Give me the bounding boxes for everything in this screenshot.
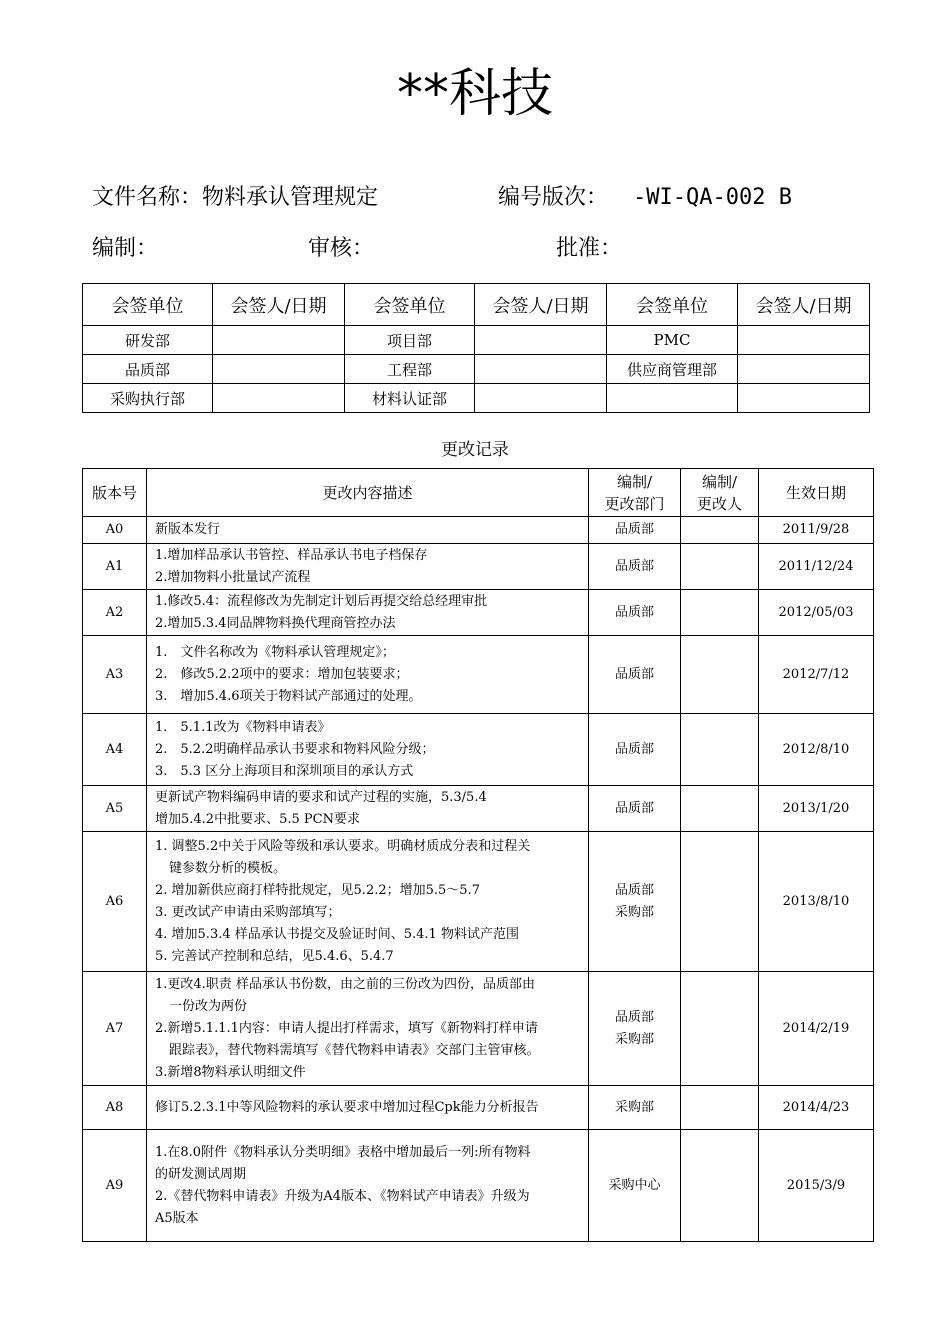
table-row [83, 1086, 874, 1130]
dept-cell: 品质部 [589, 544, 681, 590]
doc-name-label: 文件名称： [92, 185, 203, 210]
desc-cell: 1. 调整5.2中关于风险等级和承认要求。明确材质成分表和过程关 键参数分析的模板。 2. 增加新供应商打样特批规定，见5.2.2；增加5.5～5.7 3. 更改试产申请由采购部填写； 4. 增加5.3.4 样品承认书提交及验证时间、5.4.1 物料试产范围 5. 完善试产控制和总结，见5.4.6、5.4.7 [147, 832, 589, 972]
desc-cell: 更新试产物料编码申请的要求和试产过程的实施，5.3/5.4 增加5.4.2中批要求、5.5 PCN要求 [147, 786, 589, 832]
version-cell: A6 [83, 832, 147, 972]
version-header: 版本号 [83, 469, 147, 517]
person-header: 编制/ 更改人 [681, 469, 759, 517]
person-cell [681, 972, 759, 1086]
desc-cell: 1.修改5.4：流程修改为先制定计划后再提交给总经理审批 2.增加5.3.4同品牌物料换代理商管控办法 [147, 590, 589, 636]
version-cell: A5 [83, 786, 147, 832]
sign-unit-cell: 供应商管理部 [607, 355, 738, 384]
sign-person-cell [475, 326, 607, 355]
sign-person-cell [475, 355, 607, 384]
table-row [83, 636, 874, 714]
sign-unit-cell: 项目部 [345, 326, 475, 355]
sign-table-row [83, 355, 870, 384]
desc-cell: 修订5.2.3.1中等风险物料的承认要求中增加过程Cpk能力分析报告 [147, 1086, 589, 1130]
person-cell [681, 1086, 759, 1130]
sign-header-cell: 会签单位 [83, 284, 213, 326]
version-cell: A2 [83, 590, 147, 636]
version-cell: A1 [83, 544, 147, 590]
sign-header-cell: 会签单位 [345, 284, 475, 326]
reviewed-label: 审核： [308, 236, 375, 261]
date-cell: 2012/7/12 [759, 636, 874, 714]
sign-unit-cell: 采购执行部 [83, 384, 213, 413]
table-row [83, 517, 874, 544]
desc-cell: 1. 5.1.1改为《物料申请表》 2. 5.2.2明确样品承认书要求和物料风险分级； 3. 5.3 区分上海项目和深圳项目的承认方式 [147, 714, 589, 786]
dept-cell: 品质部 [589, 590, 681, 636]
desc-header: 更改内容描述 [147, 469, 589, 517]
dept-header: 编制/ 更改部门 [589, 469, 681, 517]
version-cell: A9 [83, 1130, 147, 1242]
version-cell: A8 [83, 1086, 147, 1130]
prepared-label: 编制： [92, 236, 159, 261]
sign-table-row [83, 384, 870, 413]
change-record-title: 更改记录 [441, 440, 509, 460]
approved-label: 批准： [556, 236, 623, 261]
change-record-table [82, 468, 874, 1242]
person-cell [681, 714, 759, 786]
sign-header-cell: 会签单位 [607, 284, 738, 326]
sign-header-cell: 会签人/日期 [738, 284, 870, 326]
table-row [83, 832, 874, 972]
date-header: 生效日期 [759, 469, 874, 517]
dept-cell: 品质部 [589, 786, 681, 832]
version-cell: A3 [83, 636, 147, 714]
desc-cell: 1.增加样品承认书管控、样品承认书电子档保存 2.增加物料小批量试产流程 [147, 544, 589, 590]
desc-cell: 1.在8.0附件《物料承认分类明细》表格中增加最后一列:所有物料 的研发测试周期 2.《替代物料申请表》升级为A4版本、《物料试产申请表》升级为 A5版本 [147, 1130, 589, 1242]
date-cell: 2012/05/03 [759, 590, 874, 636]
version-cell: A4 [83, 714, 147, 786]
sign-table-row [83, 326, 870, 355]
sign-header-cell: 会签人/日期 [475, 284, 607, 326]
sign-header-cell: 会签人/日期 [213, 284, 345, 326]
sign-table-header [83, 284, 870, 326]
doc-name: 物料承认管理规定 [202, 185, 379, 210]
change-record-header [83, 469, 874, 517]
date-cell: 2011/9/28 [759, 517, 874, 544]
date-cell: 2014/4/23 [759, 1086, 874, 1130]
date-cell: 2014/2/19 [759, 972, 874, 1086]
version-cell: A0 [83, 517, 147, 544]
date-cell: 2015/3/9 [759, 1130, 874, 1242]
sign-person-cell [213, 326, 345, 355]
sign-person-cell [738, 384, 870, 413]
sign-person-cell [738, 355, 870, 384]
sign-unit-cell: 研发部 [83, 326, 213, 355]
dept-cell: 采购部 [589, 1086, 681, 1130]
person-cell [681, 544, 759, 590]
sign-person-cell [738, 326, 870, 355]
person-cell [681, 1130, 759, 1242]
sign-person-cell [213, 355, 345, 384]
company-title: **科技 [396, 64, 553, 124]
doc-code-label: 编号版次： [498, 185, 609, 210]
desc-cell: 新版本发行 [147, 517, 589, 544]
table-row [83, 972, 874, 1086]
date-cell: 2011/12/24 [759, 544, 874, 590]
dept-cell: 品质部 [589, 636, 681, 714]
table-row [83, 544, 874, 590]
dept-cell: 品质部 [589, 517, 681, 544]
sign-unit-cell [607, 384, 738, 413]
dept-cell: 品质部 [589, 714, 681, 786]
date-cell: 2012/8/10 [759, 714, 874, 786]
table-row [83, 1130, 874, 1242]
desc-cell: 1. 文件名称改为《物料承认管理规定》； 2. 修改5.2.2项中的要求：增加包装要求； 3. 增加5.4.6项关于物料试产部通过的处理。 [147, 636, 589, 714]
table-row [83, 590, 874, 636]
sign-person-cell [475, 384, 607, 413]
person-cell [681, 786, 759, 832]
person-cell [681, 590, 759, 636]
table-row [83, 786, 874, 832]
doc-code-line [498, 184, 792, 212]
dept-cell: 采购中心 [589, 1130, 681, 1242]
dept-cell: 品质部 采购部 [589, 972, 681, 1086]
sign-unit-cell: 工程部 [345, 355, 475, 384]
sign-table [82, 283, 870, 413]
doc-code: -WI-QA-002 B [633, 185, 792, 210]
table-row [83, 714, 874, 786]
sign-unit-cell: 品质部 [83, 355, 213, 384]
dept-cell: 品质部 采购部 [589, 832, 681, 972]
sign-person-cell [213, 384, 345, 413]
person-cell [681, 517, 759, 544]
version-cell: A7 [83, 972, 147, 1086]
date-cell: 2013/1/20 [759, 786, 874, 832]
desc-cell: 1.更改4.职责 样品承认书份数，由之前的三份改为四份，品质部由 一份改为两份 2.新增5.1.1.1内容：申请人提出打样需求，填写《新物料打样申请 跟踪表》，替代物料需填写《替代物料申请表》交部门主管审核。 3.新增8物料承认明细文件 [147, 972, 589, 1086]
person-cell [681, 832, 759, 972]
date-cell: 2013/8/10 [759, 832, 874, 972]
person-cell [681, 636, 759, 714]
sign-unit-cell: 材料认证部 [345, 384, 475, 413]
sign-unit-cell: PMC [607, 326, 738, 355]
doc-name-line [92, 184, 378, 212]
